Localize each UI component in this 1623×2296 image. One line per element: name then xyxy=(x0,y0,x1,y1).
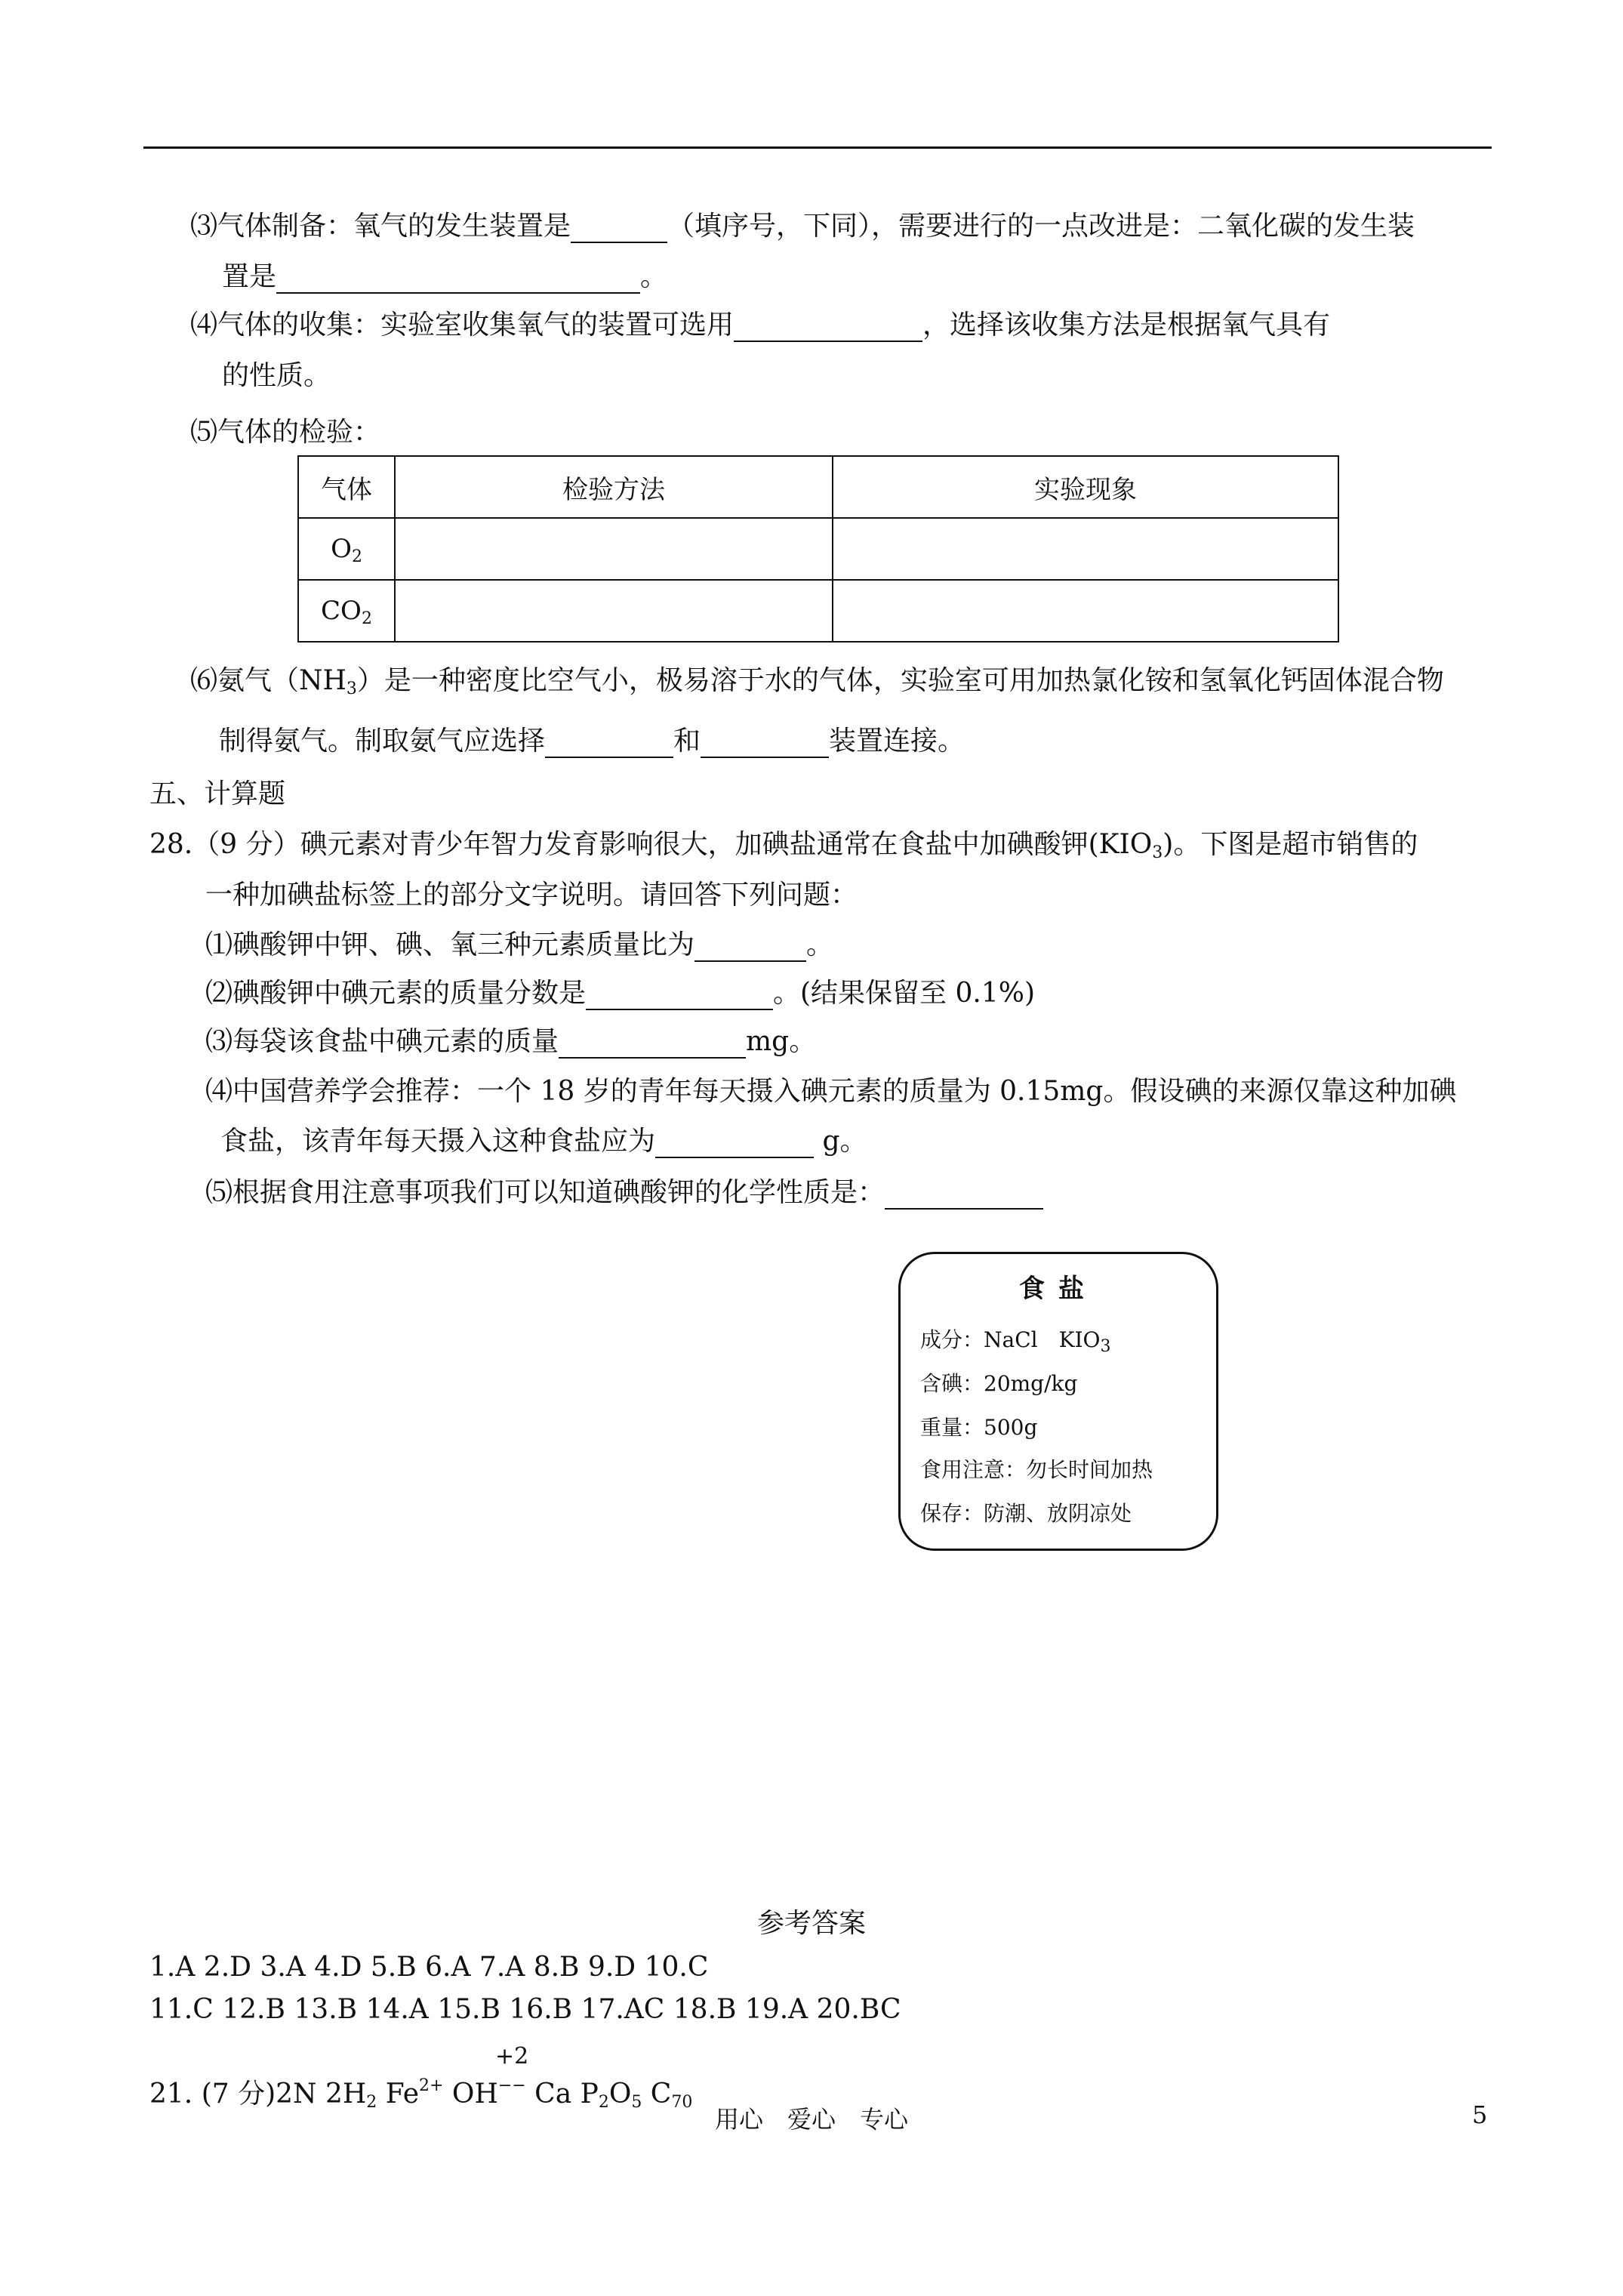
text: 21. (7 分)2N 2H xyxy=(149,2079,367,2110)
answers-line-2: 11.C 12.B 13.B 14.A 15.B 16.B 17.AC 18.B 19.A 20.BC xyxy=(149,1994,901,2025)
text: 。(结果保留至 0.1%) xyxy=(773,978,1036,1009)
text: g。 xyxy=(814,1126,867,1157)
text: 。 xyxy=(640,261,668,292)
text: （填序号，下同），需要进行的一点改进是：二氧化碳的发生装 xyxy=(667,211,1415,242)
superscript: −− xyxy=(497,2076,526,2095)
table-header-cell: 检验方法 xyxy=(395,456,833,518)
answer-blank[interactable] xyxy=(545,729,673,758)
answer-blank[interactable] xyxy=(701,729,829,758)
question-28-sub-1 xyxy=(205,929,833,962)
text: ）是一种密度比空气小，极易溶于水的气体，实验室可用加热氯化铵和氢氧化钙固体混合物 xyxy=(356,665,1444,696)
question-3-line-1 xyxy=(190,210,1415,243)
text: 置是 xyxy=(222,261,277,292)
question-6-line-2 xyxy=(219,725,965,758)
text: 成分：NaCl KIO xyxy=(920,1327,1101,1352)
text: ⑶每袋该食盐中碘元素的质量 xyxy=(205,1026,559,1057)
answer-blank[interactable] xyxy=(586,982,773,1010)
table-header-row xyxy=(298,456,1338,518)
question-28-sub-3 xyxy=(205,1025,816,1059)
salt-label-storage: 保存：防潮、放阴凉处 xyxy=(920,1501,1132,1526)
answer-blank[interactable] xyxy=(885,1181,1043,1210)
text: CO xyxy=(321,596,362,626)
text: ⑴碘酸钾中钾、碘、氧三种元素质量比为 xyxy=(205,929,695,960)
text: ⑵碘酸钾中碘元素的质量分数是 xyxy=(205,978,587,1009)
text: O xyxy=(331,534,352,564)
question-6-line-1 xyxy=(190,664,1444,698)
text: 和 xyxy=(673,726,701,757)
text: ⑹氨气（NH xyxy=(190,665,346,696)
subscript: 3 xyxy=(1152,843,1163,862)
subscript: 5 xyxy=(631,2093,642,2112)
text: OH xyxy=(443,2079,498,2110)
gas-cell xyxy=(298,580,395,642)
subscript: 2 xyxy=(361,609,372,628)
question-28-sub-2 xyxy=(205,977,1035,1010)
answers-line-1: 1.A 2.D 3.A 4.D 5.B 6.A 7.A 8.B 9.D 10.C xyxy=(149,1952,709,1983)
text: O xyxy=(608,2079,632,2110)
salt-label-notice: 食用注意：勿长时间加热 xyxy=(920,1457,1153,1482)
subscript: 2 xyxy=(366,2093,377,2112)
answer-blank[interactable] xyxy=(559,1030,746,1059)
text: mg。 xyxy=(746,1026,817,1057)
answers-title: 参考答案 xyxy=(756,1908,866,1939)
text: ⑸根据食用注意事项我们可以知道碘酸钾的化学性质是： xyxy=(205,1177,885,1208)
header-rule xyxy=(143,146,1492,149)
salt-label-title: 食盐 xyxy=(1019,1274,1098,1304)
answer-blank[interactable] xyxy=(276,265,640,294)
table-header-cell: 实验现象 xyxy=(833,456,1338,518)
table-row xyxy=(298,580,1338,642)
text: ⑶气体制备：氧气的发生装置是 xyxy=(190,211,571,242)
salt-label-weight: 重量：500g xyxy=(920,1415,1038,1440)
text: )。下图是超市销售的 xyxy=(1163,829,1418,860)
question-4-line-1 xyxy=(190,309,1330,342)
subscript: 3 xyxy=(346,680,357,698)
text: ，选择该收集方法是根据氧气具有 xyxy=(922,310,1331,341)
text: 。 xyxy=(806,929,834,960)
gas-test-table xyxy=(297,455,1339,643)
salt-label-ingredients xyxy=(920,1324,1111,1354)
answer-cell[interactable] xyxy=(395,518,833,580)
answer-blank[interactable] xyxy=(694,933,806,962)
oxidation-state-label: +2 xyxy=(495,2043,529,2069)
answer-cell[interactable] xyxy=(833,518,1338,580)
footer-motto: 用心 爱心 专心 xyxy=(714,2105,908,2134)
salt-label-box xyxy=(898,1252,1218,1551)
table-row xyxy=(298,518,1338,580)
text: 28.（9 分）碘元素对青少年智力发育影响很大，加碘盐通常在食盐中加碘酸钾(KIO xyxy=(149,829,1153,860)
question-3-line-2 xyxy=(222,260,667,294)
text: ⑷气体的收集：实验室收集氧气的装置可选用 xyxy=(190,310,735,341)
question-5-title: ⑸气体的检验： xyxy=(190,417,381,448)
text: C xyxy=(642,2079,672,2110)
question-28-sub-4-line-1: ⑷中国营养学会推荐：一个 18 岁的青年每天摄入碘元素的质量为 0.15mg。假设碘的来源仅靠这种加碘 xyxy=(205,1076,1457,1107)
salt-label-iodine: 含碘：20mg/kg xyxy=(920,1371,1078,1396)
subscript: 70 xyxy=(671,2093,693,2112)
question-28-sub-5 xyxy=(205,1176,1043,1210)
answer-cell[interactable] xyxy=(395,580,833,642)
table-header-cell: 气体 xyxy=(298,456,395,518)
text: 食盐，该青年每天摄入这种食盐应为 xyxy=(220,1126,656,1157)
question-28-line-1 xyxy=(149,828,1418,861)
answer-blank[interactable] xyxy=(734,313,922,342)
answer-blank[interactable] xyxy=(571,214,667,243)
page-number: 5 xyxy=(1472,2100,1488,2129)
section-title: 五、计算题 xyxy=(149,778,286,809)
text: 的性质。 xyxy=(222,360,331,391)
question-4-line-2 xyxy=(222,359,331,393)
text: Fe xyxy=(377,2079,420,2110)
question-28-line-2: 一种加碘盐标签上的部分文字说明。请回答下列问题： xyxy=(205,880,858,911)
text: Ca P xyxy=(525,2079,599,2110)
text: 装置连接。 xyxy=(829,726,965,757)
answer-cell[interactable] xyxy=(833,580,1338,642)
subscript: 2 xyxy=(351,547,362,566)
superscript: 2+ xyxy=(419,2076,444,2095)
answer-blank[interactable] xyxy=(655,1130,814,1158)
question-28-sub-4-line-2 xyxy=(220,1125,867,1158)
gas-cell xyxy=(298,518,395,580)
subscript: 3 xyxy=(1100,1337,1111,1356)
subscript: 2 xyxy=(598,2093,609,2112)
text: 制得氨气。制取氨气应选择 xyxy=(219,726,546,757)
